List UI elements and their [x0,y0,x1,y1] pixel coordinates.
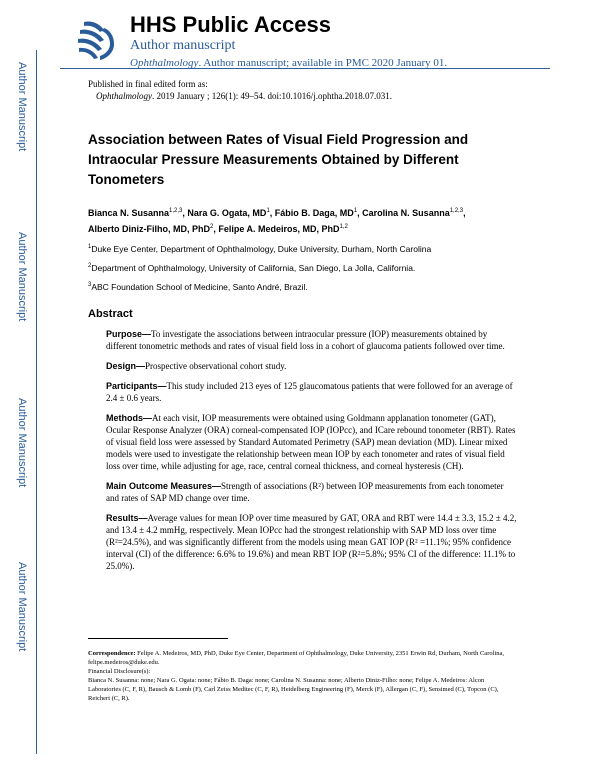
abstract-main-outcome: Main Outcome Measures—Strength of associations (R²) between IOP measurements from each tonometer and rates of SAP MD change over time. [106,481,504,504]
author: Alberto Diniz-Filho, MD, PhD$^2$, [88,224,219,234]
footnotes [88,638,518,703]
journal-name: Ophthalmology [130,57,199,69]
side-label-author-manuscript: Author Manuscript [16,562,28,652]
publication-info [88,78,518,102]
abstract-results: Results—Average values for mean IOP over time measured by GAT, ORA and RBT were 14.4 ± 3.3, 15.2 ± 4.2, and 13.4 ± 4.2 mmHg, respectively. Mean IOPcc had the strongest relationship with SAP MD loss over time (R²=24.5%), and was significantly different from the models using mean GAT IOP (R² =11.1%; 95% confidence interval (CI) of the difference: 6.6% to 19.6%) and mean RBT IOP (R²=5.8%; 95% CI of the difference: 11.1% to 25.0%). [106,513,517,572]
side-label-author-manuscript: Author Manuscript [16,62,28,152]
abstract-purpose: Purpose—To investigate the associations between intraocular pressure (IOP) measurements obtained by different tonometric methods and rates of visual field loss in a cohort of glaucoma patients followed over time. [106,329,505,352]
author: Carolina N. Susanna$^{1,2,3}$, [362,208,466,218]
paper-title: Association between Rates of Visual Field Progression and Intraocular Pressure Measurements Obtained by Different Tonometers [88,132,469,187]
availability-note: . Author manuscript; available in PMC 2020 January 01. [198,57,448,69]
financial-disclosure-text: Bianca N. Susanna: none; Nara G. Ogata: none; Fábio B. Daga: none; Carolina N. Susanna: none; Alberto Diniz-Filho: none; Felipe A. Medeiros: Alcon Laboratories (C, F, R), Bausch & Lomb (F), Carl Zeiss Meditec (C, F, R), Heidelberg Engineering (F), Merck (F), Allergan (C, F), Sensimed (C), Topcon (C), Reichert (C, R). [88,677,499,702]
side-rule [36,50,37,754]
author: Felipe A. Medeiros, MD, PhD$^{1,2}$ [218,224,348,234]
abstract-heading: Abstract [88,308,133,321]
citation-details: . 2019 January ; 126(1): 49–54. doi:10.1016/j.ophtha.2018.07.031. [152,91,392,101]
footnote-rule [88,638,228,639]
abstract-participants: Participants—This study included 213 eyes of 125 glaucomatous patients that were followed for an average of 2.4 ± 0.6 years. [106,381,513,404]
hhs-header [70,12,550,72]
author-manuscript-label: Author manuscript [130,38,236,53]
hhs-public-access-title: HHS Public Access [130,12,331,37]
correspondence-note: Correspondence: Felipe A. Medeiros, MD, PhD, Duke Eye Center, Department of Ophthalmology, Duke University, 2351 Erwin Rd, Durham, North Carolina, felipe.medeiros@duke.edu. [88,650,504,666]
published-in-label: Published in final edited form as: [88,79,208,89]
affiliation: $^3$ABC Foundation School of Medicine, Santo André, Brazil. [88,281,308,292]
article-body [88,78,518,580]
affiliation: $^1$Duke Eye Center, Department of Ophthalmology, Duke University, Durham, North Carolina [88,243,432,254]
citation-line [88,90,518,102]
author: Fábio B. Daga, $MD^1$, [274,208,363,218]
author-list [88,204,518,236]
side-label-author-manuscript: Author Manuscript [16,232,28,322]
author: Bianca N. Susanna$^{1,2,3}$, [88,208,188,218]
abstract-design: Design—Prospective observational cohort study. [106,361,287,372]
header-rule [60,68,550,69]
affiliation: $^2$Department of Ophthalmology, University of California, San Diego, La Jolla, California. [88,262,416,273]
hhs-eagle-logo-icon [70,14,122,66]
citation-journal: Ophthalmology [96,91,152,101]
financial-disclosure-heading: Financial Disclosure(s): [88,668,151,675]
abstract-methods: Methods—At each visit, IOP measurements were obtained using Goldmann applanation tonometer (GAT), Ocular Response Analyzer (ORA) corneal-compensated IOP (IOPcc), and ICare rebound tonometer (RBT). Rates of visual field loss were assessed by Standard Automated Perimetry (SAP) mean deviation (MD). Linear mixed models were used to investigate the relationship between mean IOP by each tonometer and rates of visual field loss over time, while adjusting for age, race, central corneal thickness, and corneal hysteresis (CH). [106,413,516,472]
side-label-author-manuscript: Author Manuscript [16,398,28,488]
author: Nara G. Ogata, $MD^1$, [187,208,275,218]
